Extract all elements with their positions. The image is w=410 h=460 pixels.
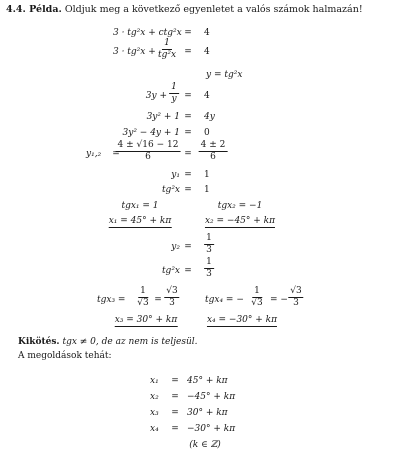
step6-result-numerator: 4 ± 2 bbox=[200, 140, 226, 150]
result-x1: x₁ = 45° + kπ bbox=[108, 216, 172, 226]
solution-value: 45° + kπ bbox=[187, 376, 228, 386]
example-header bbox=[6, 5, 363, 15]
condition-text: tgx ≠ 0, de az nem is teljesül. bbox=[62, 337, 198, 347]
step6-fraction bbox=[116, 141, 181, 162]
step13-left-eq: = bbox=[154, 295, 162, 305]
step2-numerator: 1 bbox=[164, 38, 170, 48]
solution-var: x₄ bbox=[150, 424, 159, 434]
step7-rhs: 1 bbox=[204, 170, 210, 180]
step8-rel: = bbox=[184, 185, 192, 195]
step9-left: tgx₁ = 1 bbox=[121, 201, 159, 211]
step13-left-den2: 3 bbox=[169, 298, 175, 308]
step8-lhs: tg²x bbox=[161, 185, 180, 195]
step3-numerator: 1 bbox=[171, 82, 177, 92]
step13-left-den1: √3 bbox=[137, 298, 149, 308]
step11-lhs: y₂ bbox=[171, 242, 180, 252]
step1-rel: = bbox=[184, 28, 192, 38]
step6-label: y₁,₂ bbox=[86, 149, 102, 159]
step5-rhs: 0 bbox=[204, 128, 210, 138]
condition-label: Kikötés. bbox=[18, 337, 60, 347]
step3-rhs: 4 bbox=[204, 91, 210, 101]
result-x2: x₂ = −45° + kπ bbox=[204, 216, 276, 226]
step3-rel: = bbox=[184, 91, 192, 101]
solutions-intro: A megoldások tehát: bbox=[18, 351, 112, 361]
step13-right-eq: = − bbox=[270, 295, 288, 305]
solution-var: x₂ bbox=[150, 392, 159, 402]
step4-lhs: 3y² + 1 bbox=[146, 112, 180, 122]
step13-right-num1: 1 bbox=[254, 286, 260, 296]
step11-rel: = bbox=[184, 242, 192, 252]
step1-rhs: 4 bbox=[204, 28, 210, 38]
step6-rel: = bbox=[184, 149, 192, 159]
step4-rhs: 4y bbox=[204, 112, 215, 122]
step12-rel: = bbox=[184, 266, 192, 276]
step2-denominator: tg²x bbox=[157, 50, 177, 60]
step13-right-lhs: tgx₄ = − bbox=[205, 295, 244, 305]
step13-right-fraction2 bbox=[288, 287, 303, 308]
step13-left-num1: 1 bbox=[140, 286, 146, 296]
result-x4: x₄ = −30° + kπ bbox=[206, 315, 278, 325]
step13-left-lhs: tgx₃ = bbox=[97, 295, 126, 305]
solution-rel: = bbox=[171, 424, 179, 434]
solution-var: x₁ bbox=[150, 376, 159, 386]
step9-right: tgx₂ = −1 bbox=[217, 201, 263, 211]
step12-fraction bbox=[204, 258, 214, 279]
step5-lhs: 3y² − 4y + 1 bbox=[122, 128, 180, 138]
solution-var: x₃ bbox=[150, 408, 159, 418]
step6-result-denominator: 6 bbox=[210, 152, 216, 162]
step3-lhs: 3y + bbox=[145, 91, 167, 101]
step12-numerator: 1 bbox=[206, 257, 212, 267]
step2-rhs: 4 bbox=[204, 47, 210, 57]
step13-left-fraction1 bbox=[137, 287, 148, 308]
step6-eq: = bbox=[112, 149, 120, 159]
domain-note: (k ∈ ℤ) bbox=[189, 440, 221, 450]
example-text: Oldjuk meg a következő egyenletet a valós számok halmazán! bbox=[64, 4, 363, 15]
step1-lhs: 3 · tg²x + ctg²x bbox=[113, 28, 182, 38]
result-x3: x₃ = 30° + kπ bbox=[114, 315, 178, 325]
step11-numerator: 1 bbox=[206, 233, 212, 243]
step13-right-den2: 3 bbox=[293, 298, 299, 308]
solution-value: −30° + kπ bbox=[187, 424, 236, 434]
step13-left-num2: √3 bbox=[166, 286, 178, 296]
condition-line bbox=[18, 338, 198, 347]
step3-denominator: y bbox=[171, 94, 177, 104]
step6-result-fraction bbox=[199, 141, 228, 162]
step8-rhs: 1 bbox=[204, 185, 210, 195]
step5-rel: = bbox=[184, 128, 192, 138]
step13-right-num2: √3 bbox=[290, 286, 302, 296]
step13-right-fraction1 bbox=[251, 287, 262, 308]
step2-rel: = bbox=[184, 47, 192, 57]
step7-rel: = bbox=[184, 170, 192, 180]
solution-rel: = bbox=[171, 392, 179, 402]
step13-right-den1: √3 bbox=[251, 298, 263, 308]
substitution: y = tg²x bbox=[206, 70, 243, 80]
step11-denominator: 3 bbox=[206, 245, 212, 255]
step12-denominator: 3 bbox=[206, 269, 212, 279]
solution-rel: = bbox=[171, 376, 179, 386]
step2-fraction bbox=[158, 39, 176, 60]
solution-value: 30° + kπ bbox=[187, 408, 228, 418]
step12-lhs: tg²x bbox=[161, 266, 180, 276]
step2-lhs: 3 · tg²x + bbox=[113, 47, 156, 57]
step13-left-fraction2 bbox=[164, 287, 179, 308]
example-label: 4.4. Példa. bbox=[6, 4, 62, 15]
step4-rel: = bbox=[184, 112, 192, 122]
step7-lhs: y₁ bbox=[171, 170, 180, 180]
step3-fraction bbox=[169, 83, 179, 104]
step11-fraction bbox=[204, 234, 214, 255]
solution-rel: = bbox=[171, 408, 179, 418]
solution-value: −45° + kπ bbox=[187, 392, 236, 402]
step6-numerator: 4 ± √16 − 12 bbox=[117, 140, 179, 150]
step6-denominator: 6 bbox=[145, 152, 151, 162]
